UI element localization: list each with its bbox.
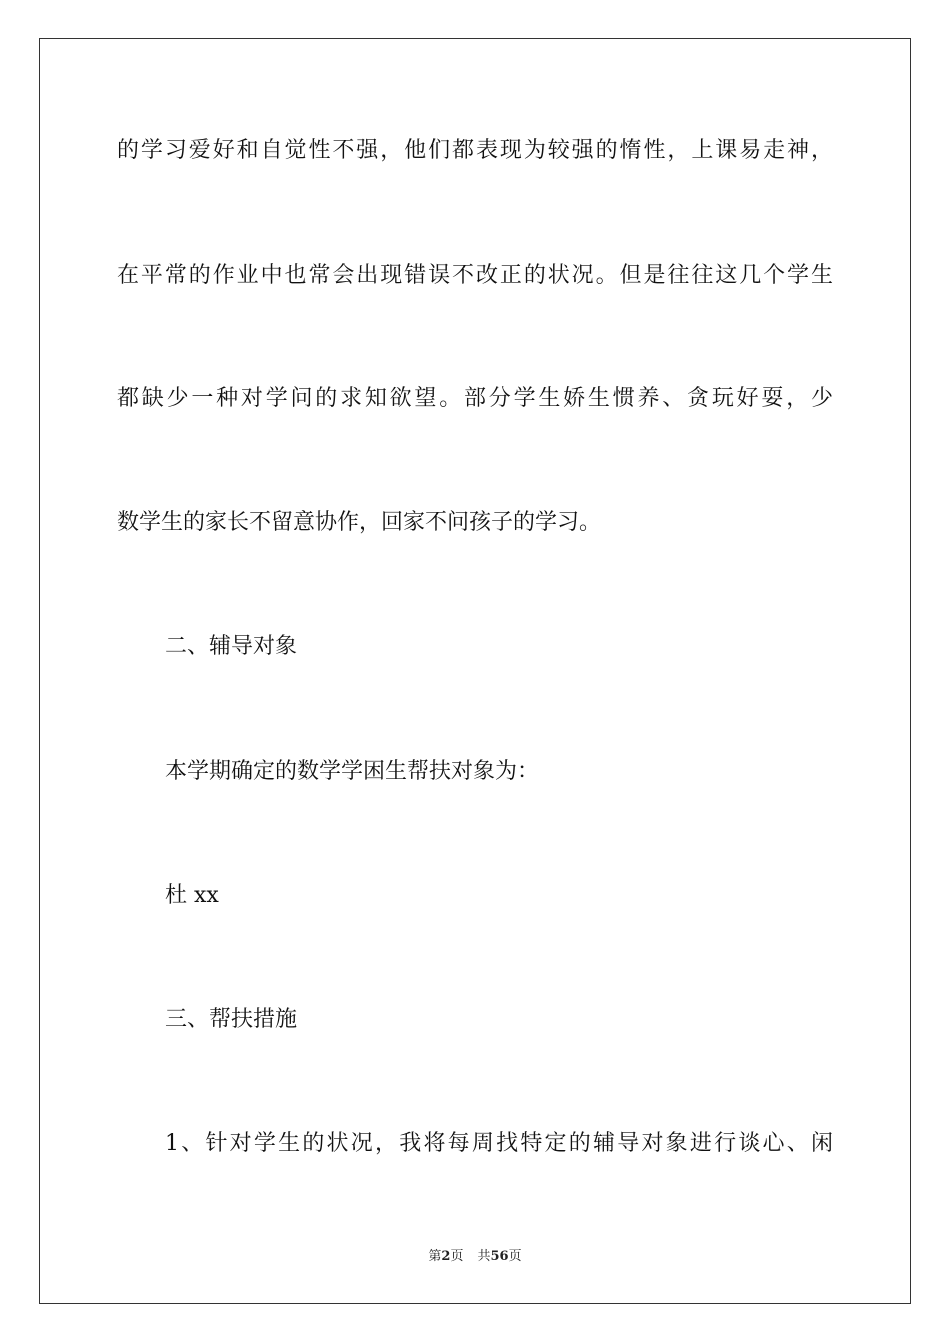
paragraph-line-3: 都缺少一种对学问的求知欲望。部分学生娇生惯养、贪玩好耍，少 [117,386,833,411]
section-heading-support-measures: 三、帮扶措施 [165,1007,298,1032]
page-number: 2 [441,1249,451,1264]
paragraph-line-1: 的学习爱好和自觉性不强，他们都表现为较强的惰性，上课易走神， [117,138,833,163]
page-suffix: 页 [450,1249,464,1264]
total-pages: 56 [490,1249,509,1264]
paragraph-line-4: 数学生的家长不留意协作，回家不问孩子的学习。 [117,510,602,535]
total-prefix: 共 [477,1249,491,1264]
total-suffix: 页 [508,1249,522,1264]
student-name: 杜 xx [165,883,219,908]
target-description: 本学期确定的数学学困生帮扶对象为： [165,759,540,784]
page-frame [39,38,911,1304]
page-footer [0,1248,950,1266]
page-prefix: 第 [428,1249,442,1264]
section-heading-counseling-targets: 二、辅导对象 [165,634,298,659]
measure-1-line-1: 1、针对学生的状况，我将每周找特定的辅导对象进行谈心、闲 [165,1131,833,1156]
paragraph-line-2: 在平常的作业中也常会出现错误不改正的状况。但是往往这几个学生 [117,263,833,288]
